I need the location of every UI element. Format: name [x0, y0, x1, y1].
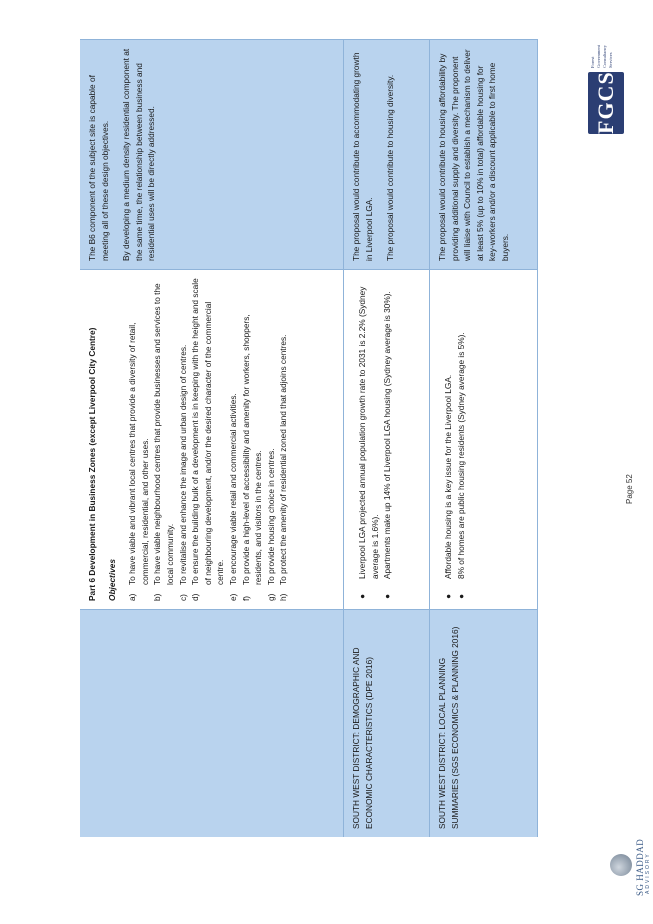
objective-text: To have viable neighbourhood centres that provide businesses and services to the local community.	[152, 283, 175, 585]
fgcs-logo-mark: FGCS	[588, 72, 624, 134]
objective-text: To have viable and vibrant local centres that provide a diversity of retail, commercial, residential, and other uses.	[127, 322, 150, 585]
bullet-dot-icon: ●	[443, 593, 453, 599]
objective-text: To provide housing choice in centres.	[265, 448, 276, 585]
objective-letter: c)	[177, 594, 188, 601]
objective-letter: d)	[190, 593, 201, 601]
bullet-text: 8% of homes are public housing residents (Sydney average is 5%).	[455, 332, 466, 579]
objective-letter: h)	[278, 593, 289, 601]
row3-middle-cell	[430, 269, 538, 609]
planning-bullets	[442, 278, 467, 601]
fgcs-logo-side-text	[590, 45, 614, 68]
objective-letter: a)	[127, 593, 138, 601]
assessment-text: By developing a medium density residential component at the same time, the relationship between business and residential uses will be directly addressed.	[121, 48, 157, 261]
objective-letter: f)	[240, 595, 251, 601]
fgcs-side-line: Consultancy	[602, 45, 607, 68]
objective-item	[240, 278, 265, 601]
assessment-text: The proposal would contribute to accommodating growth in Liverpool LGA.	[351, 52, 374, 261]
objective-item	[227, 278, 240, 601]
row2-label-cell	[344, 609, 430, 837]
fgcs-side-line: Government	[596, 45, 601, 68]
bullet-dot-icon: ●	[455, 593, 466, 599]
section-heading: Part 6 Development in Business Zones (except Liverpool City Centre)	[87, 327, 97, 601]
fgcs-side-line: Services	[608, 52, 613, 68]
objective-text: To protect the amenity of residential zoned land that adjoins centres.	[278, 334, 289, 585]
row1-label-cell	[80, 609, 344, 837]
assessment-text: The B6 component of the subject site is capable of meeting all of these design objectives.	[87, 75, 110, 261]
sg-haddad-logo	[610, 826, 650, 896]
bullet-item	[381, 278, 394, 601]
row3-right-cell	[430, 39, 538, 269]
row2-middle-cell	[344, 269, 430, 609]
objective-item	[277, 278, 290, 601]
row3-label: SOUTH WEST DISTRICT: LOCAL PLANNING SUMMARIES (SGS ECONOMICS & PLANNING 2016)	[437, 626, 460, 829]
objective-item	[177, 278, 190, 601]
sg-haddad-logo-subtext: ADVISORY	[645, 852, 651, 894]
objective-text: To ensure the building bulk of a development is in keeping with the height and scale of neighbouring development, and/or the desired character of the commercial centre.	[190, 278, 226, 585]
objective-text: To provide a high-level of accessibility and amenity for workers, shoppers, residents, and visitors in the centres.	[240, 314, 264, 585]
page-number: Page 52	[625, 474, 634, 504]
objective-text: To encourage viable retail and commercial activities.	[227, 393, 238, 585]
row3-label-cell	[430, 609, 538, 837]
bullet-dot-icon: ●	[357, 593, 367, 599]
bullet-item	[442, 278, 455, 601]
row1-right-cell	[80, 39, 344, 269]
bullet-dot-icon: ●	[382, 593, 393, 599]
objective-item	[151, 278, 176, 601]
fgcs-logo	[582, 34, 632, 134]
fgcs-side-line: Forest	[590, 56, 595, 68]
planning-table	[80, 39, 538, 837]
objective-letter: e)	[227, 593, 238, 601]
objective-text: To revitalise and enhance the image and urban design of centres.	[177, 344, 188, 585]
bullet-text: Affordable housing is a key issue for the Liverpool LGA.	[443, 374, 453, 579]
objectives-heading: Objectives	[106, 559, 117, 601]
bullet-text: Liverpool LGA projected annual population growth rate to 2031 is 2.2% (Sydney average is 1.6%).	[357, 286, 380, 579]
bullet-item	[455, 278, 468, 601]
demographic-bullets	[356, 278, 394, 601]
assessment-text: The proposal would contribute to housing affordability by providing additional supply and diversity. The proponent will liaise with Council to establish a mechanism to deliver at least 5% (up to 10% in total) affordable housing for key-workers and/or a discount applicable to first home buyers.	[437, 49, 510, 261]
objective-item	[265, 278, 278, 601]
objective-letter: g)	[265, 593, 276, 601]
bullet-item	[356, 278, 381, 601]
sg-haddad-swirl-icon	[610, 854, 632, 876]
objective-letter: b)	[152, 593, 163, 601]
row1-middle-cell	[80, 269, 344, 609]
objectives-list	[126, 278, 290, 601]
sg-haddad-logo-text: SG HADDAD	[635, 838, 645, 896]
bullet-text: Apartments make up 14% of Liverpool LGA housing (Sydney average is 30%).	[382, 291, 393, 579]
row2-right-cell	[344, 39, 430, 269]
assessment-text: The proposal would contribute to housing diversity.	[385, 74, 396, 261]
objective-item	[126, 278, 151, 601]
row2-label: SOUTH WEST DISTRICT: DEMOGRAPHIC AND ECONOMIC CHARACTERISTICS (DPE 2016)	[351, 647, 374, 829]
objective-item	[189, 278, 227, 601]
